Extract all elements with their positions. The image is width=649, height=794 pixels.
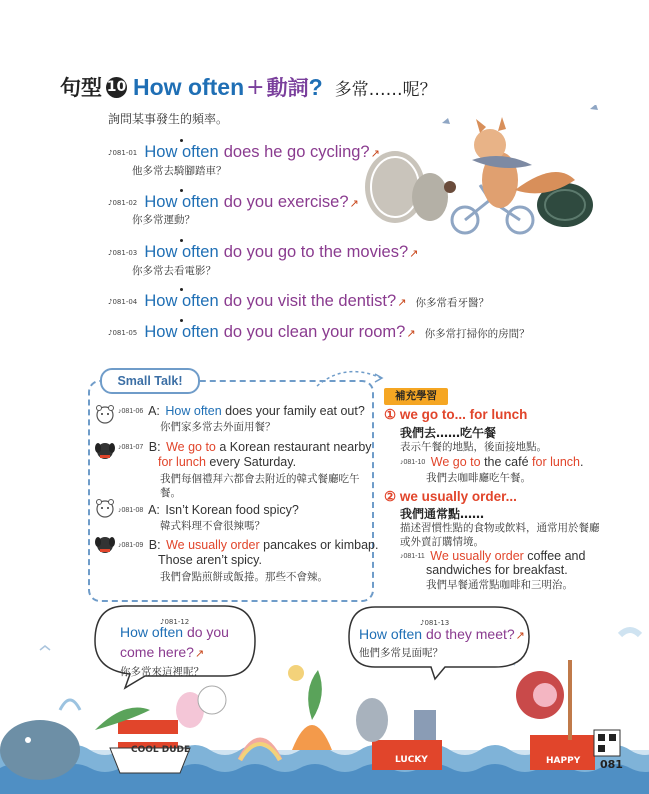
audio-track-label[interactable]: ♪081-02 — [108, 198, 138, 207]
example-2 — [108, 192, 359, 212]
page-title — [60, 70, 437, 104]
audio-track-label[interactable]: ♪081-11 — [400, 553, 425, 561]
small-talk-tab: Small Talk! — [100, 368, 200, 394]
bubble-right-translation: 他們多常見面呢？ — [359, 647, 443, 659]
black-dog-avatar-icon — [94, 534, 116, 554]
dialog-translation: 你們家多常去外面用餐？ — [160, 421, 276, 433]
intonation-arrow-icon: ↗ — [349, 197, 359, 210]
supplement-tag: 補充學習 — [384, 388, 448, 405]
example-1 — [108, 142, 380, 162]
dialog-text: does your family eat out? — [221, 404, 365, 418]
supplement-example-translation: 我們去咖啡廳吃午餐。 — [426, 472, 531, 484]
example-phrase: How often — [144, 143, 219, 161]
highlight-phrase: We usually order — [166, 538, 260, 552]
bubble-left-line1 — [120, 624, 229, 640]
speaker-label: A: — [148, 404, 160, 418]
circled-number: ② — [384, 489, 397, 504]
bubble-audio: ♪081-12 — [160, 617, 190, 626]
highlight-phrase: We go to — [166, 440, 216, 454]
dialog-translation: 餐。 — [160, 487, 181, 499]
supplement-example-translation: 我們早餐通常點咖啡和三明治。 — [426, 579, 573, 591]
supplement-heading-1 — [384, 407, 527, 423]
example-rest: do you visit the dentist? — [223, 292, 397, 310]
audio-track-label[interactable]: ♪081-06 — [118, 408, 144, 416]
supplement-meaning: 我們通常點…… — [400, 507, 485, 521]
intonation-arrow-icon: ↗ — [370, 147, 380, 160]
example-3-translation: 你多常去看電影？ — [132, 265, 216, 277]
boat-label-lucky: LUCKY — [395, 755, 428, 765]
example-phrase: How often — [144, 323, 219, 341]
example-rest: does he go cycling? — [223, 143, 370, 161]
bubble-rest: do you — [186, 624, 229, 640]
audio-track-label[interactable]: ♪081-01 — [108, 148, 138, 157]
intonation-arrow-icon: ↗ — [515, 630, 525, 642]
supplement-example — [400, 455, 583, 470]
dialog-translation: 韓式料理不會很辣嗎？ — [160, 520, 265, 532]
bubble-audio: ♪081-13 — [420, 618, 450, 627]
bubble-phrase: How often — [120, 624, 184, 640]
supplement-heading-2 — [384, 489, 517, 505]
title-number-badge: 10 — [106, 77, 127, 98]
page-number: 081 — [600, 758, 623, 771]
supplement-phrase: we usually order... — [399, 489, 517, 504]
example-rest: do you exercise? — [223, 193, 349, 211]
dialog-translation: 我們會點煎餅或飯捲。那些不會辣。 — [160, 571, 328, 583]
bubble-left-line2 — [120, 644, 204, 660]
bubble-phrase: How often — [359, 626, 423, 642]
audio-track-label[interactable]: ♪081-07 — [118, 444, 144, 452]
bubble-rest: do they meet? — [425, 626, 515, 642]
audio-track-label[interactable]: ♪081-03 — [108, 248, 138, 257]
supplement-description: 或外賣訂購情境。 — [400, 536, 484, 548]
audio-track-label[interactable]: ♪081-08 — [118, 507, 144, 515]
audio-track-label[interactable]: ♪081-04 — [108, 297, 138, 306]
supplement-description: 表示午餐的地點，後面接地點。 — [400, 441, 547, 453]
audio-track-label[interactable]: ♪081-10 — [400, 459, 426, 467]
title-verb: 動詞 — [266, 76, 309, 100]
supplement-meaning: 我們去……吃午餐 — [400, 426, 497, 440]
speaker-label: B: — [148, 538, 161, 552]
intonation-arrow-icon: ↗ — [409, 247, 419, 260]
audio-track-label[interactable]: ♪081-09 — [118, 542, 144, 550]
speaker-label: B: — [148, 440, 161, 454]
boat-label-happy: HAPPY — [546, 756, 581, 766]
dialog-text: Isn’t Korean food spicy? — [165, 503, 299, 517]
highlight-phrase: How often — [165, 404, 222, 418]
polar-bear-avatar-icon — [94, 404, 116, 424]
audio-track-label[interactable]: ♪081-05 — [108, 328, 138, 337]
example-text: . — [579, 455, 584, 469]
example-1-translation: 他多常去騎腳踏車？ — [132, 165, 227, 177]
example-phrase: How often — [144, 243, 219, 261]
example-phrase: How often — [144, 193, 219, 211]
dialog-line-3 — [118, 503, 299, 517]
circled-number: ① — [384, 407, 397, 422]
bubble-right-line1 — [359, 626, 525, 642]
dialog-text: every Saturday. — [205, 455, 297, 469]
dashed-arrow-icon — [315, 366, 385, 388]
example-4 — [108, 291, 489, 311]
intonation-arrow-icon: ↗ — [397, 296, 407, 309]
example-2-translation: 你多常運動？ — [132, 214, 195, 226]
title-question-mark: ? — [308, 73, 323, 100]
example-text: coffee and — [523, 549, 586, 563]
example-rest: do you go to the movies? — [223, 243, 409, 261]
boat-label-cool-dude: COOL DUDE — [131, 745, 191, 755]
dialog-line-4-cont: Those aren’t spicy. — [158, 553, 262, 567]
intro-text: 詢問某事發生的頻率。 — [108, 112, 229, 126]
example-3 — [108, 242, 418, 262]
intonation-arrow-icon: ↗ — [406, 327, 416, 340]
example-text: the café — [480, 455, 533, 469]
dialog-text: a Korean restaurant nearby — [215, 440, 372, 454]
black-dog-avatar-icon — [94, 440, 116, 460]
speaker-label: A: — [148, 503, 160, 517]
highlight-phrase: for lunch — [158, 455, 206, 469]
example-5 — [108, 322, 530, 342]
example-phrase: How often — [144, 292, 219, 310]
dialog-line-2-cont — [158, 455, 296, 469]
supplement-example — [400, 549, 585, 564]
title-plus: + — [246, 74, 265, 100]
fox-cycling-illustration — [360, 105, 620, 235]
dialog-line-2 — [118, 440, 372, 454]
highlight-phrase: We go to — [430, 455, 481, 469]
supplement-description: 描述習慣性點的食物或飲料，通常用於餐廳 — [400, 522, 600, 534]
example-4-translation: 你多常看牙醫？ — [415, 297, 489, 309]
title-chinese: 多常……呢？ — [334, 79, 437, 100]
highlight-phrase: for lunch — [532, 455, 580, 469]
dialog-line-4 — [118, 538, 378, 552]
example-rest: do you clean your room? — [223, 323, 406, 341]
supplement-example-cont: sandwiches for breakfast. — [426, 563, 568, 577]
bubble-rest: come here? — [120, 644, 194, 660]
dialog-line-1 — [118, 404, 365, 418]
bubble-left-translation: 你多常來這裡呢？ — [120, 666, 204, 678]
title-label: 句型 — [60, 76, 102, 100]
supplement-phrase: we go to... for lunch — [399, 407, 528, 422]
dialog-text: pancakes or kimbap. — [259, 538, 379, 552]
intonation-arrow-icon: ↗ — [194, 648, 205, 660]
title-phrase: How often — [133, 73, 245, 100]
dialog-translation: 我們每個禮拜六都會去附近的韓式餐廳吃午 — [160, 473, 360, 485]
polar-bear-avatar-icon — [94, 498, 116, 518]
highlight-phrase: We usually order — [430, 549, 524, 563]
example-5-translation: 你多常打掃你的房間？ — [424, 328, 530, 340]
